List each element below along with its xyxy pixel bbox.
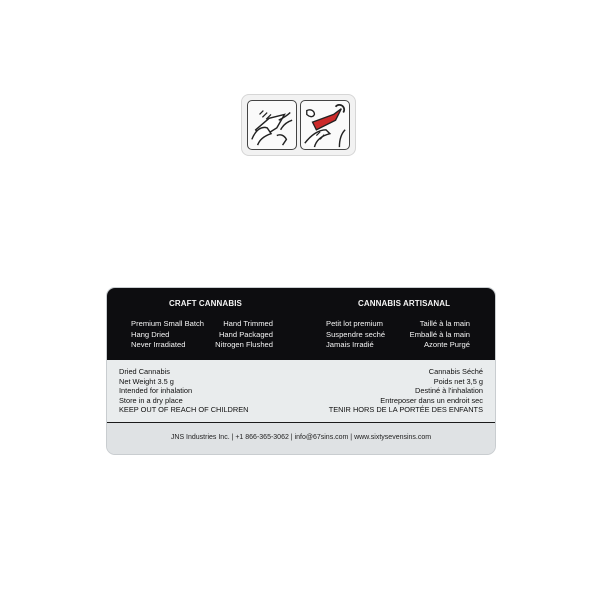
french-heading: CANNABIS ARTISANAL [358,299,451,308]
french-features-right [407,319,470,351]
label-header-band [107,288,495,360]
instruction-sticker [241,94,356,156]
info-line: Intended for inhalation [119,386,193,396]
feature-text: Hang Dried [131,329,170,339]
info-line: Destiné à l'inhalation [415,386,483,396]
feature-text: Azonte Purgé [423,340,470,349]
info-line: Poids net 3,5 g [433,376,483,386]
info-line: Dried Cannabis [119,367,170,376]
info-line: Cannabis Séché [428,367,483,376]
feature-text: Emballé à la main [409,329,470,339]
french-info [329,367,483,415]
feature-text: Never Irradiated [131,340,186,349]
english-features-right [213,319,273,351]
hands-scissors-trimming-icon [300,100,350,150]
info-line: Store in a dry place [119,395,183,405]
feature-text: Suspendre seché [326,329,386,339]
info-line: Net Weight 3.5 g [119,376,174,386]
hands-rolling-icon [247,100,297,150]
feature-text: Hand Packaged [218,329,273,339]
feature-text: Premium Small Batch [131,319,205,328]
info-line: KEEP OUT OF REACH OF CHILDREN [119,405,249,415]
french-features-left [326,319,385,351]
product-label [106,287,496,455]
english-info [119,367,249,415]
feature-text: Petit lot premium [326,319,383,328]
feature-text: Hand Trimmed [223,319,273,328]
contact-info: JNS Industries Inc. | +1 866-365-3062 | info@67sins.com | www.sixtysevensins.com [170,434,432,441]
label-info-section [107,360,495,422]
feature-text: Nitrogen Flushed [215,340,273,349]
english-features-left [131,319,204,351]
english-heading: CRAFT CANNABIS [169,299,242,308]
info-line: Entreposer dans un endroit sec [380,395,483,405]
feature-text: Jamais Irradié [326,340,374,349]
info-line: TENIR HORS DE LA PORTÉE DES ENFANTS [328,405,483,415]
label-footer [107,423,495,455]
feature-text: Taillé à la main [419,319,470,328]
